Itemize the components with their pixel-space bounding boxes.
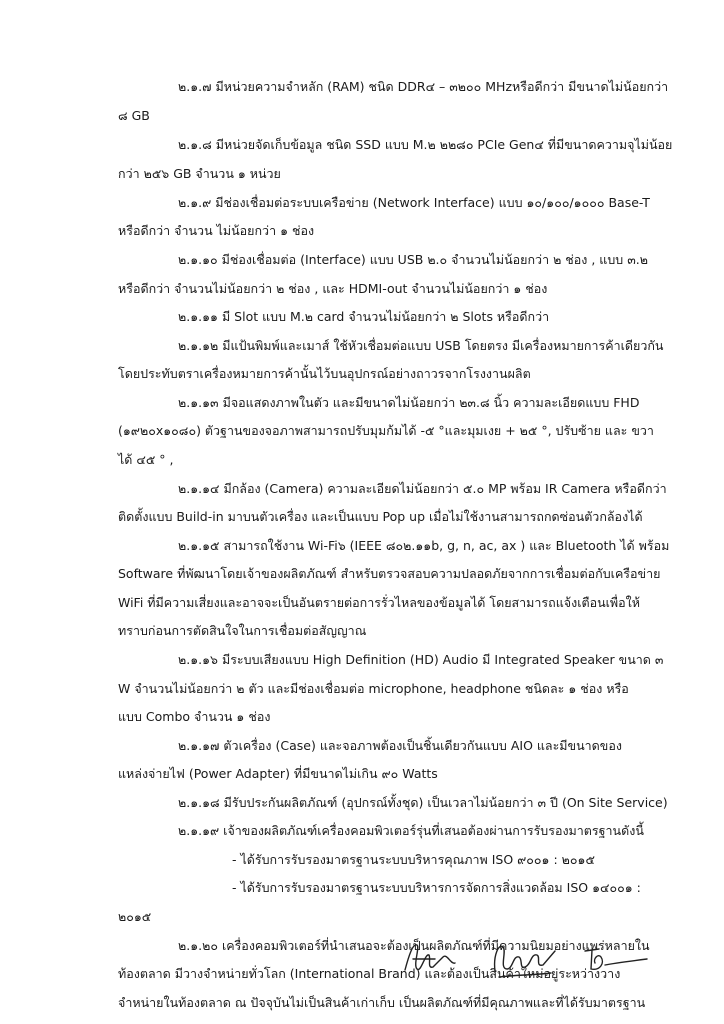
spec-2-1-14-line-1: ๒.๑.๑๔ มีกล้อง (Camera) ความละเอียดไม่น้อยกว่า ๕.๐ MP พร้อม IR Camera หรือดีกว่า	[178, 481, 667, 496]
spec-2-1-7-line-1: ๒.๑.๗ มีหน่วยความจำหลัก (RAM) ชนิด DDR๔ – ๓๒๐๐ MHzหรือดีกว่า มีขนาดไม่น้อยกว่า	[178, 79, 669, 94]
signature-3	[585, 949, 647, 969]
spec-2-1-13-line-1: ๒.๑.๑๓ มีจอแสดงภาพในตัว และมีขนาดไม่น้อยกว่า ๒๓.๘ นิ้ว ความละเอียดแบบ FHD	[178, 395, 640, 410]
spec-2-1-10-line-1: ๒.๑.๑๐ มีช่องเชื่อมต่อ (Interface) แบบ USB ๒.๐ จำนวนไม่น้อยกว่า ๒ ช่อง , แบบ ๓.๒	[178, 252, 648, 267]
spec-2-1-13-line-2: (๑๙๒๐x๑๐๘๐) ตัวฐานของจอภาพสามารถปรับมุมก้มได้ -๕ °และมุมเงย + ๒๕ °, ปรับซ้าย และ ขวา	[118, 423, 654, 438]
spec-2-1-15-line-3: WiFi ที่มีความเสี่ยงและอาจจะเป็นอันตรายต่อการรั่วไหลของข้อมูลได้ โดยสามารถแจ้งเตือนเพื่อให้	[118, 595, 640, 610]
spec-2-1-20-line-2: ท้องตลาด มีวางจำหน่ายทั่วโลก (International Brand) และต้องเป็นสินค้าใหม่อยู่ระหว่างวาง	[118, 966, 621, 981]
spec-2-1-8-line-2: กว่า ๒๕๖ GB จำนวน ๑ หน่วย	[118, 166, 281, 181]
spec-2-1-11-line-1: ๒.๑.๑๑ มี Slot แบบ M.๒ card จำนวนไม่น้อยกว่า ๒ Slots หรือดีกว่า	[178, 309, 550, 324]
signature-2	[495, 946, 555, 977]
signature-1	[405, 945, 455, 970]
spec-2-1-14-line-2: ติดตั้งแบบ Build-in มาบนตัวเครื่อง และเป็นแบบ Pop up เมื่อไม่ใช้งานสามารถกดซ่อนตัวกล้องได้	[118, 509, 643, 524]
iso-9001-item: - ได้รับการรับรองมาตรฐานระบบบริหารคุณภาพ ISO ๙๐๐๑ : ๒๐๑๕	[232, 852, 595, 867]
spec-2-1-8-line-1: ๒.๑.๘ มีหน่วยจัดเก็บข้อมูล ชนิด SSD แบบ M.๒ ๒๒๘๐ PCIe Gen๔ ที่มีขนาดความจุไม่น้อย	[178, 137, 673, 152]
spec-2-1-17-line-1: ๒.๑.๑๗ ตัวเครื่อง (Case) และจอภาพต้องเป็นชิ้นเดียวกันแบบ AIO และมีขนาดของ	[178, 738, 622, 753]
spec-2-1-9-line-2: หรือดีกว่า จำนวน ไม่น้อยกว่า ๑ ช่อง	[118, 223, 315, 238]
spec-2-1-7-line-2: ๘ GB	[118, 108, 150, 123]
spec-2-1-9-line-1: ๒.๑.๙ มีช่องเชื่อมต่อระบบเครือข่าย (Network Interface) แบบ ๑๐/๑๐๐/๑๐๐๐ Base-T	[178, 195, 650, 210]
spec-2-1-12-line-1: ๒.๑.๑๒ มีแป้นพิมพ์และเมาส์ ใช้หัวเชื่อมต่อแบบ USB โดยตรง มีเครื่องหมายการค้าเดียวกัน	[178, 338, 664, 353]
spec-2-1-16-line-2: W จำนวนไม่น้อยกว่า ๒ ตัว และมีช่องเชื่อมต่อ microphone, headphone ชนิดละ ๑ ช่อง หรือ	[118, 681, 629, 696]
spec-2-1-16-line-1: ๒.๑.๑๖ มีระบบเสียงแบบ High Definition (HD) Audio มี Integrated Speaker ขนาด ๓	[178, 652, 664, 667]
spec-2-1-15-line-4: ทราบก่อนการตัดสินใจในการเชื่อมต่อสัญญาณ	[118, 623, 367, 638]
spec-2-1-10-line-2: หรือดีกว่า จำนวนไม่น้อยกว่า ๒ ช่อง , และ HDMI-out จำนวนไม่น้อยกว่า ๑ ช่อง	[118, 281, 548, 296]
spec-2-1-17-line-2: แหล่งจ่ายไฟ (Power Adapter) ที่มีขนาดไม่เกิน ๙๐ Watts	[118, 766, 438, 781]
iso-14001-item: - ได้รับการรับรองมาตรฐานระบบบริหารการจัดการสิ่งแวดล้อม ISO ๑๔๐๐๑ :	[232, 880, 641, 895]
spec-2-1-12-line-2: โดยประทับตราเครื่องหมายการค้านั้นไว้บนอุปกรณ์อย่างถาวรจากโรงงานผลิต	[118, 366, 531, 381]
spec-2-1-15-line-2: Software ที่พัฒนาโดยเจ้าของผลิตภัณฑ์ สำหรับตรวจสอบความปลอดภัยจากการเชื่อมต่อกับเครือข่าย	[118, 566, 661, 581]
spec-2-1-20-line-1: ๒.๑.๒๐ เครื่องคอมพิวเตอร์ที่นำเสนอจะต้องเป็นผลิตภัณฑ์ที่มีความนิยมอย่างแพร่หลายใน	[178, 938, 650, 953]
spec-2-1-16-line-3: แบบ Combo จำนวน ๑ ช่อง	[118, 709, 271, 724]
spec-2-1-19-line-1: ๒.๑.๑๙ เจ้าของผลิตภัณฑ์เครื่องคอมพิวเตอร์รุ่นที่เสนอต้องผ่านการรับรองมาตรฐานดังนี้	[178, 823, 644, 838]
spec-2-1-15-line-1: ๒.๑.๑๕ สามารถใช้งาน Wi-Fi๖ (IEEE ๘๐๒.๑๑b, g, n, ac, ax ) และ Bluetooth ได้ พร้อม	[178, 538, 670, 553]
iso-14001-year: ๒๐๑๕	[118, 909, 152, 924]
spec-2-1-20-line-3: จำหน่ายในท้องตลาด ณ ปัจจุบันไม่เป็นสินค้าเก่าเก็บ เป็นผลิตภัณฑ์ที่มีคุณภาพและที่ได้รับมาตรฐาน	[118, 995, 646, 1010]
spec-2-1-18-line-1: ๒.๑.๑๘ มีรับประกันผลิตภัณฑ์ (อุปกรณ์ทั้งชุด) เป็นเวลาไม่น้อยกว่า ๓ ปี (On Site Service)	[178, 795, 668, 810]
signatures	[395, 925, 655, 995]
spec-2-1-13-line-3: ได้ ๔๕ ° ,	[118, 452, 174, 467]
